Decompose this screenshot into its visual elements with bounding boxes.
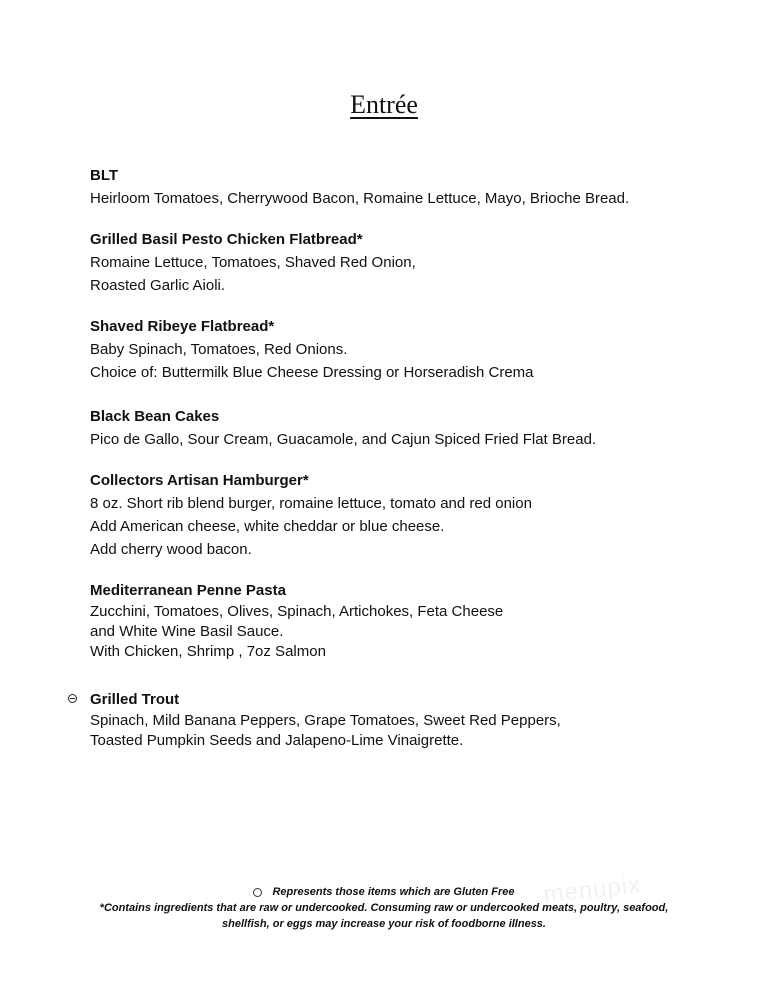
item-desc: With Chicken, Shrimp , 7oz Salmon [90, 643, 326, 660]
menu-item-mediterranean-penne [90, 579, 690, 662]
raw-food-warning-line-1: *Contains ingredients that are raw or undercooked. Consuming raw or undercooked meats, poultry, seafood, [99, 902, 669, 914]
page-title: Entrée [350, 90, 418, 119]
item-name: Grilled Trout [90, 691, 180, 708]
item-desc: Zucchini, Tomatoes, Olives, Spinach, Artichokes, Feta Cheese [90, 603, 504, 620]
item-desc: Spinach, Mild Banana Peppers, Grape Tomatoes, Sweet Red Peppers, [90, 712, 561, 729]
item-desc: Heirloom Tomatoes, Cherrywood Bacon, Romaine Lettuce, Mayo, Brioche Bread. [90, 190, 630, 207]
menu-item-artisan-hamburger [90, 469, 690, 561]
item-desc: and White Wine Basil Sauce. [90, 623, 284, 640]
item-desc: Baby Spinach, Tomatoes, Red Onions. [90, 341, 348, 358]
item-desc: Add cherry wood bacon. [90, 541, 252, 558]
item-name: BLT [90, 167, 119, 184]
item-desc: Roasted Garlic Aioli. [90, 277, 226, 294]
menu-item-ribeye-flatbread [90, 315, 690, 384]
gluten-free-icon [68, 694, 77, 703]
item-desc: Pico de Gallo, Sour Cream, Guacamole, and Cajun Spiced Fried Flat Bread. [90, 431, 597, 448]
gluten-free-note: Represents those items which are Gluten Free [272, 886, 515, 898]
item-desc: Romaine Lettuce, Tomatoes, Shaved Red Onion, [90, 254, 416, 271]
item-name: Mediterranean Penne Pasta [90, 582, 286, 599]
item-desc: Toasted Pumpkin Seeds and Jalapeno-Lime Vinaigrette. [90, 732, 464, 749]
menu-item-blt [90, 164, 690, 210]
item-name: Collectors Artisan Hamburger* [90, 472, 309, 489]
item-name: Black Bean Cakes [90, 408, 220, 425]
menu-item-black-bean-cakes [90, 405, 690, 451]
item-name: Grilled Basil Pesto Chicken Flatbread* [90, 231, 363, 248]
item-desc: Choice of: Buttermilk Blue Cheese Dressing or Horseradish Crema [90, 364, 534, 381]
raw-food-warning-line-2: shellfish, or eggs may increase your risk of foodborne illness. [222, 918, 546, 930]
menu-item-grilled-trout [90, 688, 690, 751]
watermark: menupix [542, 871, 643, 909]
item-name: Shaved Ribeye Flatbread* [90, 318, 275, 335]
item-desc: Add American cheese, white cheddar or blue cheese. [90, 518, 445, 535]
menu-item-pesto-chicken-flatbread [90, 228, 690, 297]
item-desc: 8 oz. Short rib blend burger, romaine lettuce, tomato and red onion [90, 495, 532, 512]
gluten-free-icon [253, 888, 262, 897]
